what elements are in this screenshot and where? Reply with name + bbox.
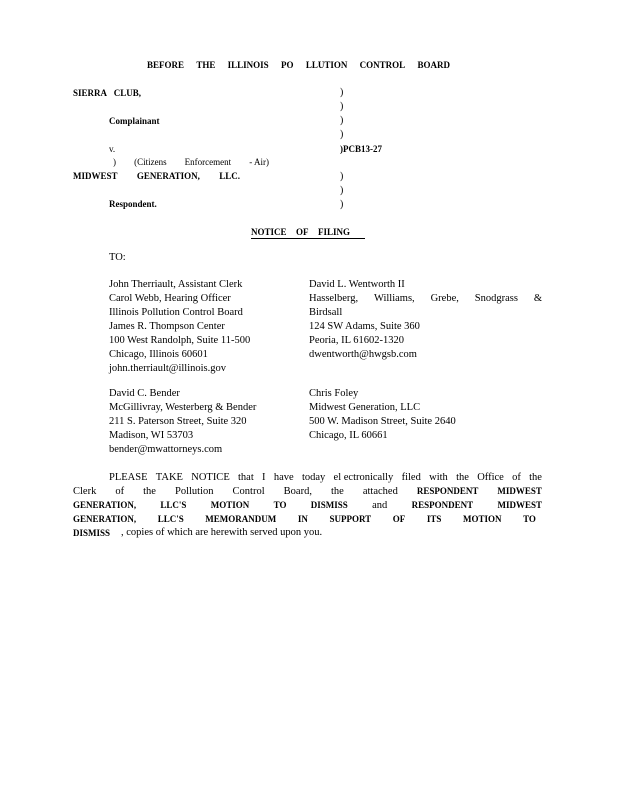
body-line: GENERATION, LLC'S MEMORANDUM IN SUPPORT OF ITS MOTION TO [73, 514, 536, 524]
body-line: Clerk of the Pollution Control Board, the attached RESPONDENT MIDWEST [73, 486, 542, 497]
case-number: )PCB13-27 [340, 144, 382, 154]
body-line: PLEASE TAKE NOTICE that I have today el ectronically filed with the Office of the [109, 472, 542, 483]
respondent-label: Respondent. [109, 199, 157, 209]
address-line: Chicago, IL 60661 [309, 430, 388, 441]
address-line: bender@mwattorneys.com [109, 444, 223, 455]
notice-title-underline [251, 238, 365, 239]
caption-paren: ) [340, 87, 344, 98]
caption-paren: ) [340, 171, 344, 182]
address-line: 211 S. Paterson Street, Suite 320 [109, 416, 247, 427]
body-line-end: , copies of which are herewith served upon you. [121, 527, 323, 538]
heading-word: PO [281, 60, 294, 70]
address-line: Peoria, IL 61602-1320 [309, 335, 404, 346]
address-line: Midwest Generation, LLC [309, 402, 421, 413]
caption-paren: ) [340, 129, 344, 140]
heading-word: BOARD [417, 60, 450, 70]
heading-word: THE [196, 60, 216, 70]
address-line: Chicago, Illinois 60601 [109, 349, 208, 360]
complainant-label: Complainant [109, 116, 160, 126]
address-line: Madison, WI 53703 [109, 430, 194, 441]
caption-paren: ) [340, 115, 344, 126]
versus-label: v. [109, 144, 116, 154]
defendant-name: MIDWEST GENERATION, LLC. [73, 171, 240, 181]
address-line: 500 W. Madison Street, Suite 2640 [309, 416, 456, 427]
address-line: Chris Foley [309, 388, 359, 399]
body-line: GENERATION, LLC'S MOTION TO DISMISS and RESPONDENT MIDWEST [73, 500, 542, 511]
to-label: TO: [109, 252, 126, 263]
address-line: john.therriault@illinois.gov [109, 363, 226, 374]
address-line: dwentworth@hwgsb.com [309, 349, 417, 360]
address-line: McGillivray, Westerberg & Bender [109, 402, 257, 413]
enforcement-line: ) (Citizens Enforcement - Air) [113, 157, 269, 167]
address-line: Hasselberg, Williams, Grebe, Snodgrass & [309, 293, 542, 304]
address-line: John Therriault, Assistant Clerk [109, 279, 243, 290]
caption-heading [147, 61, 450, 70]
address-line: Carol Webb, Hearing Officer [109, 293, 231, 304]
caption-paren: ) [340, 185, 344, 196]
body-line-dismiss: DISMISS [73, 528, 111, 538]
address-line: 124 SW Adams, Suite 360 [309, 321, 420, 332]
heading-word: CONTROL [359, 60, 406, 70]
caption-paren: ) [340, 101, 344, 112]
notice-title: NOTICE OF FILING [251, 227, 350, 237]
heading-word: ILLINOIS [227, 60, 269, 70]
caption-paren: ) [340, 199, 344, 210]
address-line: Birdsall [309, 307, 343, 318]
address-line: David C. Bender [109, 388, 180, 399]
address-line: James R. Thompson Center [109, 321, 225, 332]
address-line: Illinois Pollution Control Board [109, 307, 243, 318]
address-line: 100 West Randolph, Suite 11-500 [109, 335, 251, 346]
heading-word: LLUTION [305, 60, 348, 70]
heading-word: BEFORE [147, 60, 185, 70]
address-line: David L. Wentworth II [309, 279, 405, 290]
plaintiff-name: SIERRA CLUB, [73, 88, 141, 98]
